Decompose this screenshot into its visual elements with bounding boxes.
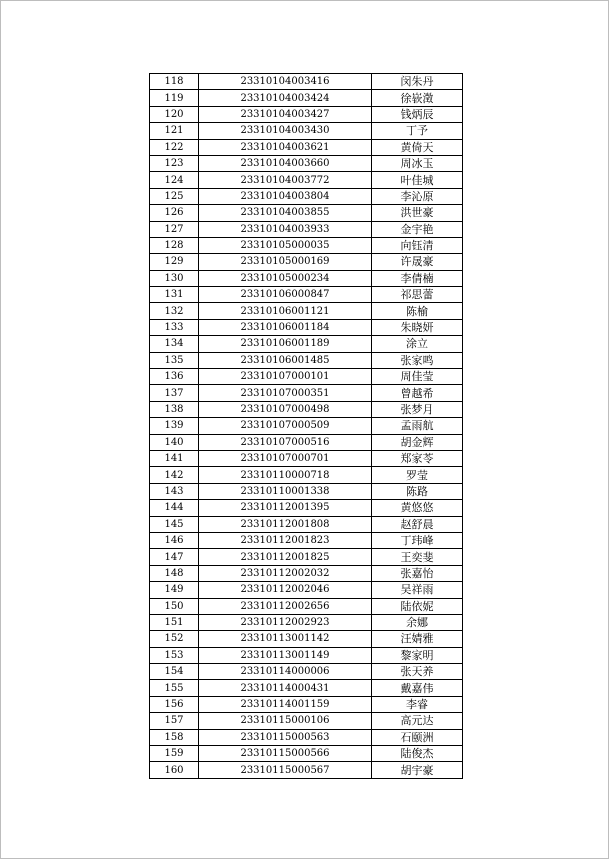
- table-row: [150, 74, 463, 90]
- row-number-cell: 154: [150, 664, 199, 680]
- row-number-cell: 147: [150, 549, 199, 565]
- table-row: [150, 303, 463, 319]
- id-number-cell: 23310106001189: [199, 336, 372, 352]
- id-number-cell: 23310112002656: [199, 598, 372, 614]
- table-row: [150, 139, 463, 155]
- id-number-cell: 23310104003430: [199, 123, 372, 139]
- name-cell: 孟雨航: [372, 418, 463, 434]
- name-cell: 吴祥雨: [372, 582, 463, 598]
- name-cell: 石颐洲: [372, 729, 463, 745]
- id-number-cell: 23310113001142: [199, 631, 372, 647]
- table-row: [150, 270, 463, 286]
- id-number-cell: 23310112001825: [199, 549, 372, 565]
- roster-table-wrapper: [149, 73, 463, 779]
- table-row: [150, 434, 463, 450]
- table-row: [150, 319, 463, 335]
- name-cell: 叶佳城: [372, 172, 463, 188]
- name-cell: 金宇艳: [372, 221, 463, 237]
- table-row: [150, 106, 463, 122]
- id-number-cell: 23310112002046: [199, 582, 372, 598]
- row-number-cell: 138: [150, 401, 199, 417]
- row-number-cell: 150: [150, 598, 199, 614]
- id-number-cell: 23310112001808: [199, 516, 372, 532]
- name-cell: 闵朱丹: [372, 74, 463, 90]
- name-cell: 汪婧雅: [372, 631, 463, 647]
- name-cell: 王奕斐: [372, 549, 463, 565]
- name-cell: 洪世豪: [372, 205, 463, 221]
- id-number-cell: 23310107000351: [199, 385, 372, 401]
- row-number-cell: 139: [150, 418, 199, 434]
- name-cell: 李倩楠: [372, 270, 463, 286]
- id-number-cell: 23310104003424: [199, 90, 372, 106]
- row-number-cell: 158: [150, 729, 199, 745]
- table-row: [150, 680, 463, 696]
- table-row: [150, 336, 463, 352]
- row-number-cell: 159: [150, 746, 199, 762]
- name-cell: 曾越希: [372, 385, 463, 401]
- name-cell: 钱炳辰: [372, 106, 463, 122]
- id-number-cell: 23310110001338: [199, 483, 372, 499]
- name-cell: 周佳莹: [372, 369, 463, 385]
- id-number-cell: 23310115000563: [199, 729, 372, 745]
- name-cell: 戴嘉伟: [372, 680, 463, 696]
- row-number-cell: 140: [150, 434, 199, 450]
- id-number-cell: 23310104003933: [199, 221, 372, 237]
- id-number-cell: 23310110000718: [199, 467, 372, 483]
- row-number-cell: 126: [150, 205, 199, 221]
- row-number-cell: 153: [150, 647, 199, 663]
- table-row: [150, 385, 463, 401]
- name-cell: 许晟豪: [372, 254, 463, 270]
- name-cell: 陆依妮: [372, 598, 463, 614]
- id-number-cell: 23310104003621: [199, 139, 372, 155]
- id-number-cell: 23310107000509: [199, 418, 372, 434]
- id-number-cell: 23310107000701: [199, 450, 372, 466]
- name-cell: 罗莹: [372, 467, 463, 483]
- name-cell: 陈榆: [372, 303, 463, 319]
- id-number-cell: 23310114000006: [199, 664, 372, 680]
- table-row: [150, 467, 463, 483]
- id-number-cell: 23310112001823: [199, 532, 372, 548]
- name-cell: 朱晓妍: [372, 319, 463, 335]
- id-number-cell: 23310106001485: [199, 352, 372, 368]
- row-number-cell: 123: [150, 155, 199, 171]
- id-number-cell: 23310105000035: [199, 237, 372, 253]
- name-cell: 黎家明: [372, 647, 463, 663]
- name-cell: 郑家苓: [372, 450, 463, 466]
- table-row: [150, 172, 463, 188]
- id-number-cell: 23310115000566: [199, 746, 372, 762]
- table-row: [150, 729, 463, 745]
- row-number-cell: 125: [150, 188, 199, 204]
- row-number-cell: 143: [150, 483, 199, 499]
- table-row: [150, 631, 463, 647]
- table-row: [150, 532, 463, 548]
- id-number-cell: 23310105000169: [199, 254, 372, 270]
- name-cell: 赵舒晨: [372, 516, 463, 532]
- row-number-cell: 132: [150, 303, 199, 319]
- table-row: [150, 123, 463, 139]
- id-number-cell: 23310104003660: [199, 155, 372, 171]
- table-row: [150, 450, 463, 466]
- name-cell: 周冰玉: [372, 155, 463, 171]
- id-number-cell: 23310115000567: [199, 762, 372, 778]
- table-row: [150, 614, 463, 630]
- row-number-cell: 131: [150, 287, 199, 303]
- id-number-cell: 23310113001149: [199, 647, 372, 663]
- row-number-cell: 127: [150, 221, 199, 237]
- row-number-cell: 137: [150, 385, 199, 401]
- name-cell: 陆俊杰: [372, 746, 463, 762]
- table-row: [150, 598, 463, 614]
- id-number-cell: 23310112001395: [199, 500, 372, 516]
- table-row: [150, 254, 463, 270]
- table-row: [150, 287, 463, 303]
- id-number-cell: 23310107000516: [199, 434, 372, 450]
- row-number-cell: 136: [150, 369, 199, 385]
- row-number-cell: 133: [150, 319, 199, 335]
- name-cell: 李沁原: [372, 188, 463, 204]
- row-number-cell: 130: [150, 270, 199, 286]
- name-cell: 徐嵚澂: [372, 90, 463, 106]
- name-cell: 张家鸣: [372, 352, 463, 368]
- name-cell: 丁玮峰: [372, 532, 463, 548]
- table-row: [150, 664, 463, 680]
- table-row: [150, 549, 463, 565]
- row-number-cell: 122: [150, 139, 199, 155]
- id-number-cell: 23310112002923: [199, 614, 372, 630]
- table-row: [150, 401, 463, 417]
- row-number-cell: 144: [150, 500, 199, 516]
- table-row: [150, 188, 463, 204]
- name-cell: 祁思蕾: [372, 287, 463, 303]
- name-cell: 丁予: [372, 123, 463, 139]
- table-row: [150, 713, 463, 729]
- table-row: [150, 483, 463, 499]
- table-row: [150, 762, 463, 778]
- row-number-cell: 145: [150, 516, 199, 532]
- name-cell: 张天养: [372, 664, 463, 680]
- roster-table-body: [150, 74, 463, 779]
- id-number-cell: 23310105000234: [199, 270, 372, 286]
- table-row: [150, 221, 463, 237]
- name-cell: 涂立: [372, 336, 463, 352]
- row-number-cell: 142: [150, 467, 199, 483]
- row-number-cell: 129: [150, 254, 199, 270]
- table-row: [150, 582, 463, 598]
- table-row: [150, 516, 463, 532]
- row-number-cell: 141: [150, 450, 199, 466]
- name-cell: 李睿: [372, 696, 463, 712]
- table-row: [150, 352, 463, 368]
- row-number-cell: 151: [150, 614, 199, 630]
- name-cell: 张梦月: [372, 401, 463, 417]
- row-number-cell: 149: [150, 582, 199, 598]
- table-row: [150, 418, 463, 434]
- id-number-cell: 23310106000847: [199, 287, 372, 303]
- row-number-cell: 157: [150, 713, 199, 729]
- table-row: [150, 205, 463, 221]
- table-row: [150, 696, 463, 712]
- id-number-cell: 23310104003772: [199, 172, 372, 188]
- row-number-cell: 128: [150, 237, 199, 253]
- row-number-cell: 134: [150, 336, 199, 352]
- table-row: [150, 237, 463, 253]
- name-cell: 向钰清: [372, 237, 463, 253]
- table-row: [150, 746, 463, 762]
- row-number-cell: 152: [150, 631, 199, 647]
- table-row: [150, 647, 463, 663]
- table-row: [150, 565, 463, 581]
- row-number-cell: 124: [150, 172, 199, 188]
- id-number-cell: 23310104003855: [199, 205, 372, 221]
- row-number-cell: 148: [150, 565, 199, 581]
- row-number-cell: 156: [150, 696, 199, 712]
- table-row: [150, 90, 463, 106]
- table-row: [150, 369, 463, 385]
- roster-table: [149, 73, 463, 779]
- name-cell: 余娜: [372, 614, 463, 630]
- id-number-cell: 23310107000498: [199, 401, 372, 417]
- id-number-cell: 23310104003804: [199, 188, 372, 204]
- id-number-cell: 23310114000431: [199, 680, 372, 696]
- id-number-cell: 23310106001184: [199, 319, 372, 335]
- name-cell: 黄悠悠: [372, 500, 463, 516]
- row-number-cell: 121: [150, 123, 199, 139]
- table-row: [150, 155, 463, 171]
- id-number-cell: 23310115000106: [199, 713, 372, 729]
- id-number-cell: 23310107000101: [199, 369, 372, 385]
- name-cell: 胡宇豪: [372, 762, 463, 778]
- name-cell: 高元达: [372, 713, 463, 729]
- id-number-cell: 23310114001159: [199, 696, 372, 712]
- row-number-cell: 118: [150, 74, 199, 90]
- name-cell: 张嘉怡: [372, 565, 463, 581]
- id-number-cell: 23310104003416: [199, 74, 372, 90]
- row-number-cell: 155: [150, 680, 199, 696]
- id-number-cell: 23310106001121: [199, 303, 372, 319]
- row-number-cell: 120: [150, 106, 199, 122]
- name-cell: 胡金辉: [372, 434, 463, 450]
- row-number-cell: 135: [150, 352, 199, 368]
- table-row: [150, 500, 463, 516]
- row-number-cell: 160: [150, 762, 199, 778]
- row-number-cell: 146: [150, 532, 199, 548]
- name-cell: 陈路: [372, 483, 463, 499]
- name-cell: 黄倚天: [372, 139, 463, 155]
- id-number-cell: 23310104003427: [199, 106, 372, 122]
- id-number-cell: 23310112002032: [199, 565, 372, 581]
- row-number-cell: 119: [150, 90, 199, 106]
